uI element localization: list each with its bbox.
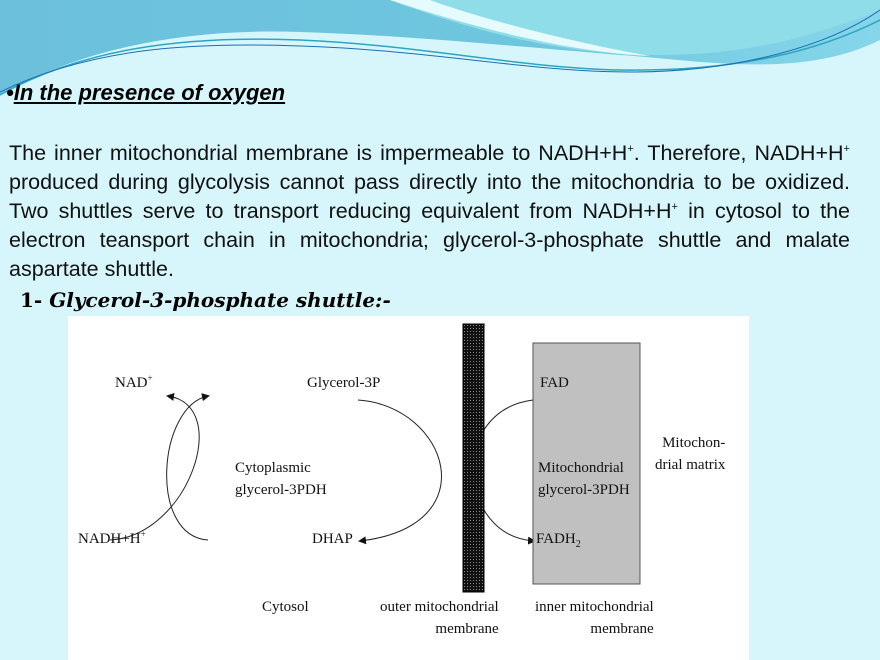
body-paragraph: The inner mitochondrial membrane is impermeable to NADH+H+. Therefore, NADH+H+ produced during glycolysis cannot pass directly into the mitochondria to be oxidized. Two shuttles serve to transport reducing equivalent from NADH+H+ in cytosol to the electron teansport chain in mitochondria; glycerol-3-phosphate shuttle and malate aspartate shuttle.	[9, 141, 850, 281]
label-fadh2: $FADH_2$	[536, 531, 581, 550]
label-outer-membrane: outer mitochondrial membrane	[380, 599, 499, 637]
label-cytoplasmic-enzyme: Cytoplasmic glycerol-3PDH	[235, 460, 327, 498]
label-mitochondrial-enzyme: Mitochondrial glycerol-3PDH	[538, 460, 630, 498]
label-nadh: NADH+H+	[78, 529, 146, 547]
subheading: 1- Glycerol-3-phosphate shuttle:-	[20, 288, 391, 312]
bullet: •	[6, 80, 14, 105]
section-heading	[6, 80, 285, 106]
arrow-nadh-to-nad	[110, 396, 199, 540]
label-glycerol-3p: Glycerol-3P	[307, 375, 381, 391]
label-cytosol: Cytosol	[262, 599, 309, 615]
label-fad: FAD	[540, 375, 569, 391]
label-dhap: DHAP	[312, 531, 353, 547]
heading-text: In the presence of oxygen	[13, 80, 286, 105]
glycerol-shuttle-diagram	[68, 316, 749, 660]
label-inner-membrane: inner mitochondrial membrane	[535, 599, 654, 637]
outer-membrane-bar	[463, 324, 484, 592]
arrow-dhap-to-glycerol3p	[167, 396, 208, 540]
label-nad: NAD+	[115, 373, 153, 391]
arrow-glycerol3p-to-dhap	[358, 400, 441, 541]
label-mitochondrial-matrix: Mitochon- drial matrix	[655, 435, 726, 473]
